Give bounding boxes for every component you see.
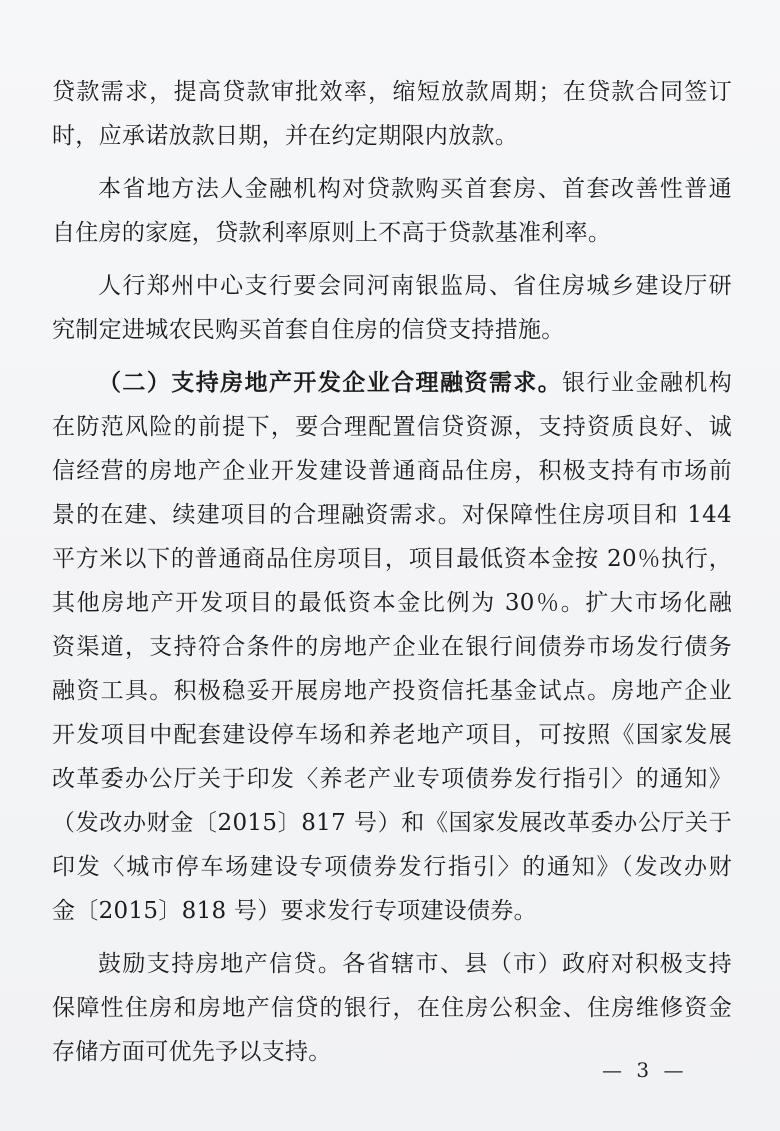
text-line: 鼓励支持房地产信贷。各省辖市、县（市）政府对积极支持 bbox=[98, 951, 732, 977]
text-line: 改革委办公厅关于印发〈养老产业专项债券发行指引〉的通知》 bbox=[52, 766, 732, 792]
text-fragment: 银行业金融机构 bbox=[562, 370, 732, 396]
text-line: 景的在建、续建项目的合理融资需求。对保障性住房项目和 144 bbox=[52, 502, 732, 528]
paragraph-interest-rate bbox=[52, 167, 732, 255]
text-line: 其他房地产开发项目的最低资本金比例为 30％。扩大市场化融 bbox=[52, 590, 732, 616]
text-line: 平方米以下的普通商品住房项目，项目最低资本金按 20％执行， bbox=[52, 546, 732, 572]
text-line: 人行郑州中心支行要会同河南银监局、省住房城乡建设厅研 bbox=[98, 273, 732, 299]
text-line: 自住房的家庭，贷款利率原则上不高于贷款基准利率。 bbox=[52, 220, 612, 246]
text-line: 印发〈城市停车场建设专项债券发行指引〉的通知》（发改办财 bbox=[52, 854, 732, 880]
text-line: 信经营的房地产企业开发建设普通商品住房，积极支持有市场前 bbox=[52, 458, 732, 484]
text-line: 时，应承诺放款日期，并在约定期限内放款。 bbox=[52, 123, 518, 149]
text-line: 融资工具。积极稳妥开展房地产投资信托基金试点。房地产企业 bbox=[52, 678, 732, 704]
text-line: 开发项目中配套建设停车场和养老地产项目，可按照《国家发展 bbox=[52, 722, 732, 748]
text-line: 贷款需求，提高贷款审批效率，缩短放款周期；在贷款合同签订 bbox=[52, 79, 732, 105]
text-line: 存储方面可优先予以支持。 bbox=[52, 1039, 332, 1065]
text-line bbox=[52, 361, 732, 405]
page-number: — 3 — bbox=[602, 1058, 688, 1082]
paragraph-loan-demand bbox=[52, 70, 732, 158]
document-body bbox=[52, 70, 732, 1083]
paragraph-encourage-credit bbox=[52, 942, 732, 1074]
text-line: （发改办财金〔2015〕817 号）和《国家发展改革委办公厅关于 bbox=[52, 810, 732, 836]
text-line: 究制定进城农民购买首套自住房的信贷支持措施。 bbox=[52, 317, 565, 343]
text-line: 保障性住房和房地产信贷的银行，在住房公积金、住房维修资金 bbox=[52, 995, 732, 1021]
text-line: 资渠道，支持符合条件的房地产企业在银行间债券市场发行债务 bbox=[52, 634, 732, 660]
section-heading: （二）支持房地产开发企业合理融资需求。 bbox=[98, 369, 563, 396]
paragraph-zhengzhou-branch bbox=[52, 264, 732, 352]
text-line: 在防范风险的前提下，要合理配置信贷资源，支持资质良好、诚 bbox=[52, 414, 732, 440]
text-line: 本省地方法人金融机构对贷款购买首套房、首套改善性普通 bbox=[98, 176, 732, 202]
paragraph-developer-financing bbox=[52, 361, 732, 933]
text-line: 金〔2015〕818 号）要求发行专项建设债券。 bbox=[52, 898, 537, 924]
